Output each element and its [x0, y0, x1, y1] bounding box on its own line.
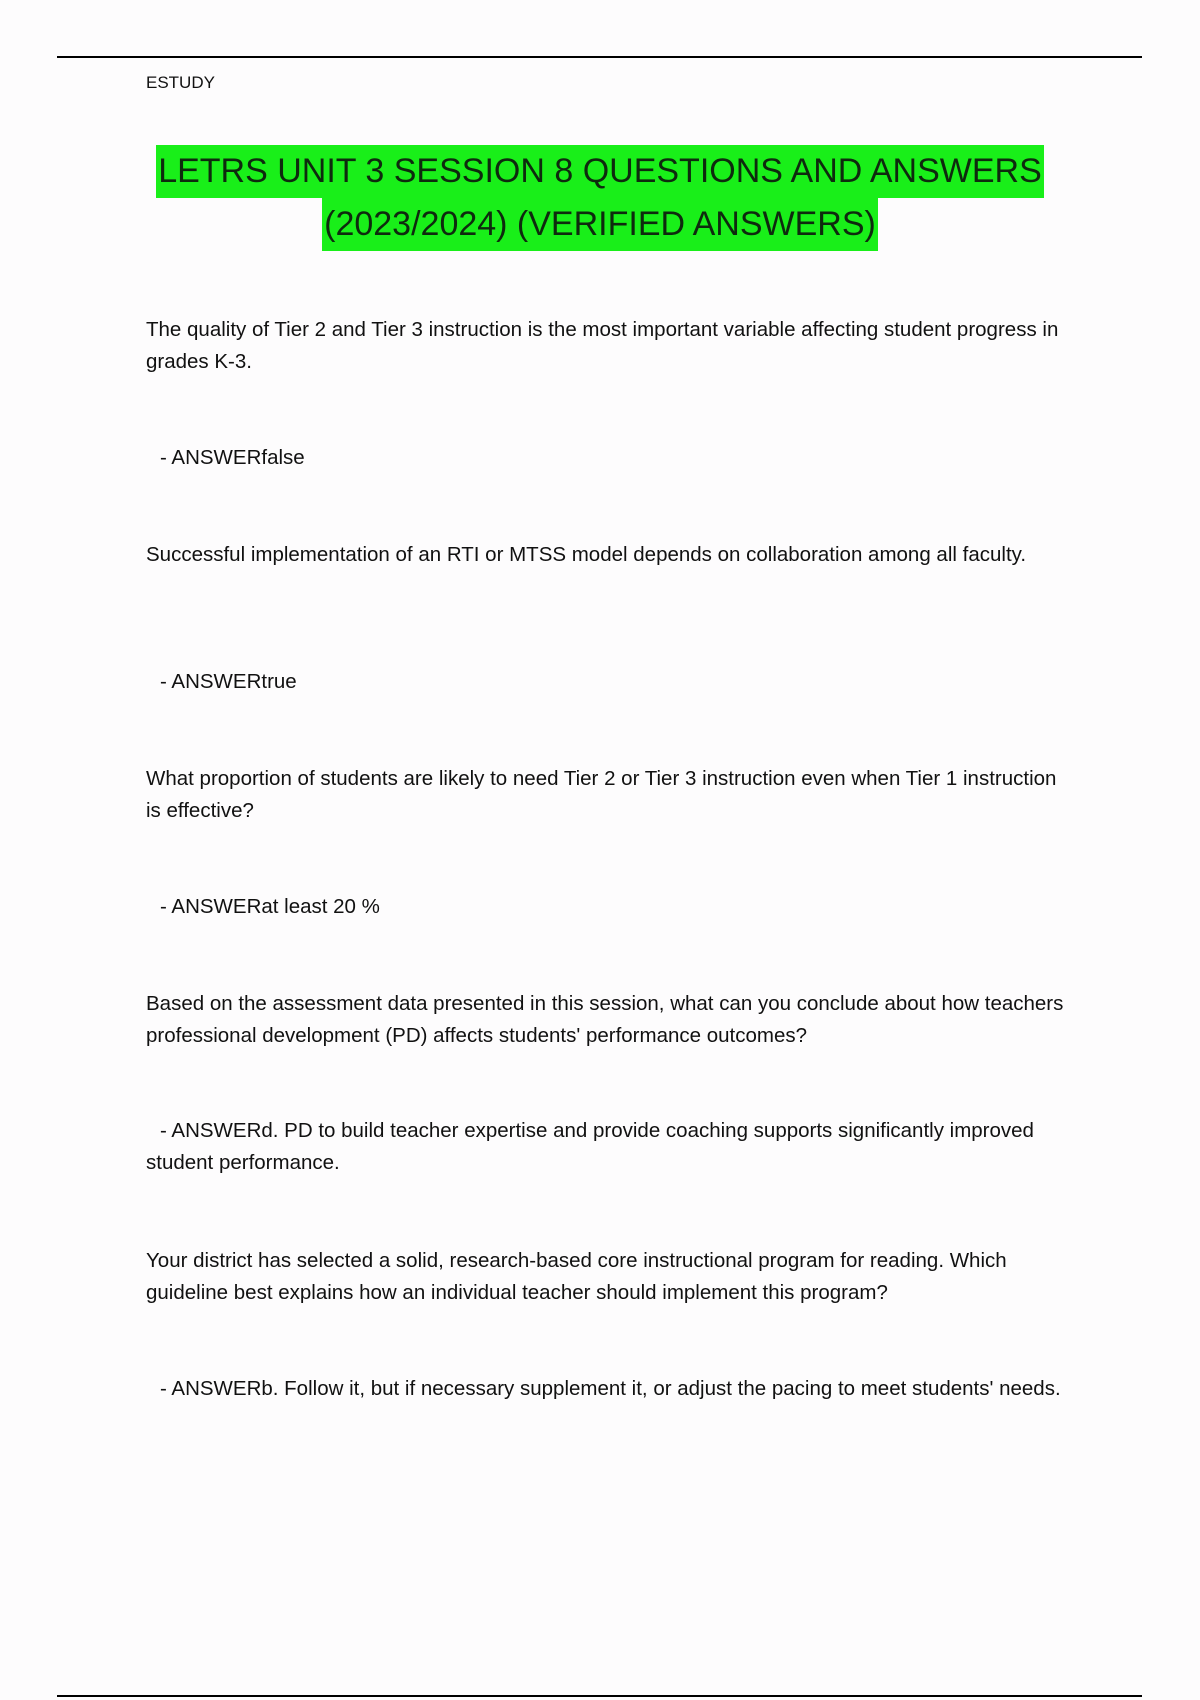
answer-4: [146, 1115, 1066, 1179]
title-line-1: LETRS UNIT 3 SESSION 8 QUESTIONS AND ANSWERS: [156, 145, 1044, 198]
question-3: What proportion of students are likely to need Tier 2 or Tier 3 instruction even when Tier 1 instruction is effective?: [146, 767, 1057, 822]
document-title: [100, 145, 1100, 251]
answer-2: - ANSWERtrue: [160, 670, 297, 693]
answer-3: - ANSWERat least 20 %: [160, 895, 380, 918]
answer-5: [146, 1373, 1066, 1405]
question-4: Based on the assessment data presented in this session, what can you conclude about how teachers professional development (PD) affects students' performance outcomes?: [146, 992, 1064, 1047]
document-header-label: ESTUDY: [146, 73, 215, 92]
question-1: The quality of Tier 2 and Tier 3 instruction is the most important variable affecting student progress in grades K-3.: [146, 318, 1059, 373]
question-2: Successful implementation of an RTI or MTSS model depends on collaboration among all faculty.: [146, 543, 1027, 566]
bottom-rule: [57, 1695, 1142, 1697]
answer-1: - ANSWERfalse: [160, 446, 305, 469]
top-rule: [57, 56, 1142, 58]
answer-5-text: - ANSWERb. Follow it, but if necessary supplement it, or adjust the pacing to meet students' needs.: [160, 1377, 1061, 1400]
answer-4-text: - ANSWERd. PD to build teacher expertise and provide coaching supports significantly improved student performance.: [146, 1119, 1034, 1174]
question-5: Your district has selected a solid, research-based core instructional program for reading. Which guideline best explains how an individual teacher should implement this program?: [146, 1249, 1007, 1304]
title-line-2: (2023/2024) (VERIFIED ANSWERS): [322, 198, 878, 251]
